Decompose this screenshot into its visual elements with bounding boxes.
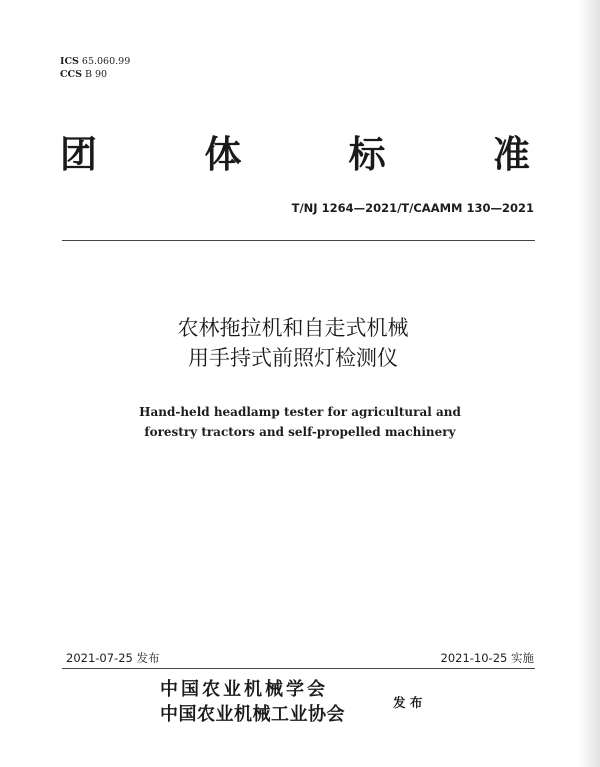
doc-type-char: 标 [348,133,386,176]
footer-divider [62,668,535,669]
header-divider [62,240,535,241]
doc-type-char: 团 [60,133,97,176]
ccs-value: B 90 [85,69,108,80]
ics-value: 65.060.99 [81,56,131,67]
document-type-title [60,130,530,180]
english-title [0,402,600,442]
ccs-code [60,68,130,81]
ccs-label: CCS [60,69,82,80]
chinese-title-line-1: 农林拖拉机和自走式机械 [177,316,409,340]
classification-codes [60,55,130,81]
doc-type-char: 准 [492,133,530,176]
doc-type-char: 体 [204,133,242,176]
issuing-organization-1: 中国农业机械学会 [160,679,328,700]
issuing-organization-2: 中国农业机械工业协会 [160,704,345,725]
english-title-line-2: forestry tractors and self-propelled machinery [144,425,456,439]
issue-date: 2021-07-25 发布 [66,651,160,665]
implementation-date: 2021-10-25 实施 [440,651,534,665]
chinese-title [0,313,600,373]
english-title-line-1: Hand-held headlamp tester for agricultural and [139,405,461,419]
chinese-title-line-2: 用手持式前照灯检测仪 [188,346,398,370]
ics-label: ICS [60,56,79,67]
standard-number: T/NJ 1264—2021/T/CAAMM 130—2021 [291,201,534,215]
issue-label: 发 布 [393,695,423,710]
ics-code [60,55,130,68]
scan-edge-shadow [578,0,600,767]
